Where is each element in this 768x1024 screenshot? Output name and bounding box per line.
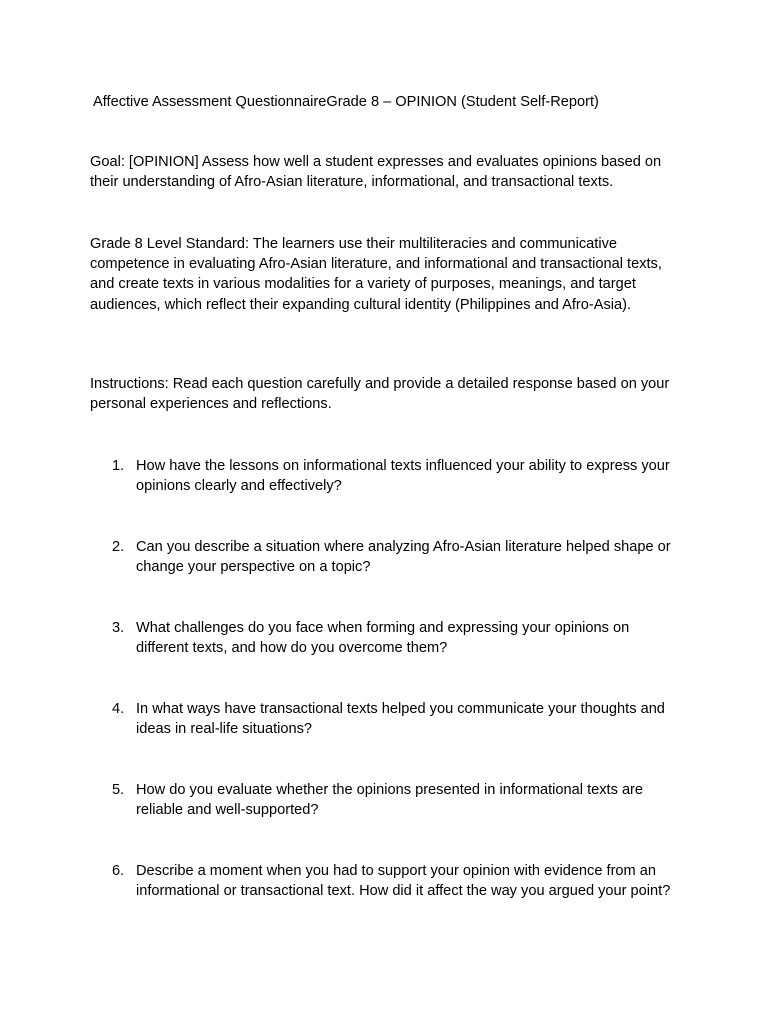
question-text: Can you describe a situation where analyzing Afro-Asian literature helped shape or change your perspective on a topic? (136, 539, 671, 576)
question-number: 1. (112, 458, 125, 474)
grade-level-standard-paragraph: Grade 8 Level Standard: The learners use their multiliteracies and communicative competence in evaluating Afro-Asian literature, and informational and transactional texts, and create texts in various modalities for a variety of purposes, meanings, and target audiences, which reflect their expanding cultural identity (Philippines and Afro-Asia). (90, 236, 662, 313)
document-title: Affective Assessment QuestionnaireGrade 8 – OPINION (Student Self-Report) (93, 94, 599, 110)
question-text: In what ways have transactional texts helped you communicate your thoughts and ideas in real-life situations? (136, 701, 665, 738)
instructions-paragraph: Instructions: Read each question carefully and provide a detailed response based on your personal experiences and reflections. (90, 376, 670, 413)
question-text: How do you evaluate whether the opinions presented in informational texts are reliable and well-supported? (136, 782, 644, 819)
question-number: 2. (112, 539, 125, 555)
question-number: 6. (112, 863, 125, 879)
question-number: 3. (112, 620, 125, 636)
question-text: How have the lessons on informational texts influenced your ability to express your opinions clearly and effectively? (136, 458, 670, 495)
question-number: 4. (112, 701, 125, 717)
question-text: Describe a moment when you had to support your opinion with evidence from an informational or transactional text. How did it affect the way you argued your point? (136, 863, 671, 900)
question-text: What challenges do you face when forming and expressing your opinions on different texts, and how do you overcome them? (136, 620, 630, 657)
goal-paragraph: Goal: [OPINION] Assess how well a student expresses and evaluates opinions based on their understanding of Afro-Asian literature, informational, and transactional texts. (90, 154, 662, 191)
question-number: 5. (112, 782, 125, 798)
